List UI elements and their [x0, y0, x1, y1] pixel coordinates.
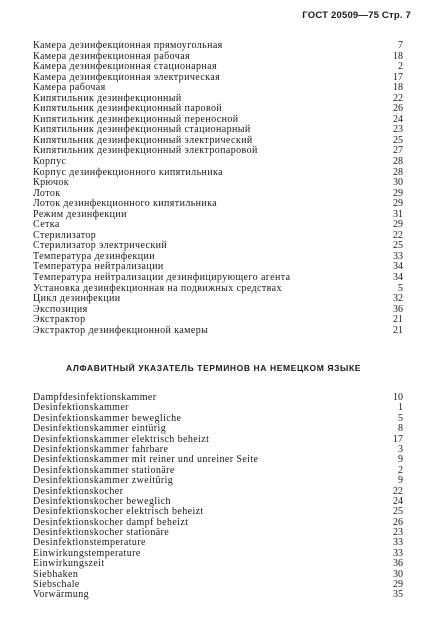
index-entry [33, 424, 403, 434]
index-entry [33, 305, 403, 316]
index-page-number: 17 [393, 71, 403, 83]
index-term: Кипятильник дезинфекционный стационарный [33, 124, 251, 136]
index-page-number: 35 [393, 589, 403, 601]
index-term: Desinfektionskocher beweglich [33, 495, 171, 507]
index-page-number: 36 [393, 558, 403, 570]
index-term: Экстрактор [33, 314, 86, 326]
index-page-number: 31 [393, 208, 403, 220]
index-page-number: 24 [393, 113, 403, 125]
index-term: Desinfektionskammer zweitürig [33, 475, 174, 487]
index-page-number: 3 [398, 443, 403, 455]
index-page-number: 33 [393, 537, 403, 549]
index-term: Камера дезинфекционная прямоугольная [33, 40, 223, 51]
index-page-number: 26 [393, 103, 403, 115]
index-term: Камера дезинфекционная рабочая [33, 50, 191, 62]
index-term: Лоток [33, 187, 61, 199]
index-term: Desinfektionskocher dampf beheizt [33, 516, 189, 528]
index-page-number: 26 [393, 516, 403, 528]
index-page-number: 29 [393, 219, 403, 231]
index-page-number: 25 [393, 506, 403, 518]
index-entry [33, 41, 403, 52]
index-term: Кипятильник дезинфекционный электропаровой [33, 145, 258, 157]
index-term: Температура нейтрализации дезинфицирующего агента [33, 272, 291, 284]
index-page-number: 2 [398, 464, 403, 476]
index-term: Desinfektionstemperature [33, 537, 146, 549]
index-term: Стерилизатор электрический [33, 240, 168, 252]
index-entry [33, 157, 403, 168]
index-page-number: 2 [398, 61, 403, 73]
index-term: Кипятильник дезинфекционный паровой [33, 103, 223, 115]
index-entry [33, 178, 403, 189]
index-page-number: 9 [398, 475, 403, 487]
index-term: Лоток дезинфекционного кипятильника [33, 198, 218, 210]
index-term: Температура дезинфекции [33, 250, 155, 262]
index-page-number: 18 [393, 82, 403, 94]
index-entry [33, 590, 403, 600]
index-page-number: 10 [393, 392, 403, 403]
index-entry [33, 168, 403, 179]
index-page-number: 5 [398, 282, 403, 294]
index-page-number: 33 [393, 250, 403, 262]
index-page-number: 18 [393, 50, 403, 62]
index-page-number: 30 [393, 177, 403, 189]
index-entry [33, 273, 403, 284]
german-terms-index [33, 393, 403, 601]
index-entry [33, 210, 403, 221]
index-page-number: 7 [398, 40, 403, 51]
index-term: Desinfektionskammer elektrisch beheizt [33, 433, 210, 445]
index-term: Установка дезинфекционная на подвижных средствах [33, 282, 282, 294]
index-page-number: 25 [393, 240, 403, 252]
index-page-number: 21 [393, 314, 403, 326]
index-page-number: 28 [393, 156, 403, 168]
index-entry [33, 146, 403, 157]
index-term: Desinfektionskammer fahrbare [33, 443, 169, 455]
index-page-number: 22 [393, 92, 403, 104]
index-page-number: 1 [398, 402, 403, 414]
index-page-number: 8 [398, 423, 403, 435]
index-page-number: 22 [393, 229, 403, 241]
index-term: Экстрактор дезинфекционной камеры [33, 324, 209, 336]
index-term: Desinfektionskocher stationäre [33, 527, 170, 539]
index-term: Камера рабочая [33, 82, 106, 94]
index-page-number: 33 [393, 547, 403, 559]
index-term: Siebhaken [33, 568, 79, 580]
index-entry [33, 559, 403, 569]
index-page-number: 27 [393, 145, 403, 157]
index-page-number: 5 [398, 412, 403, 424]
index-term: Dampfdesinfektionskammer [33, 392, 157, 403]
index-term: Desinfektionskocher elektrisch beheizt [33, 506, 204, 518]
index-page-number: 34 [393, 261, 403, 273]
index-term: Desinfektionskammer mit reiner und unreiner Seite [33, 454, 259, 466]
index-term: Камера дезинфекционная стационарная [33, 61, 217, 73]
index-term: Einwirkungszeit [33, 558, 105, 570]
index-term: Desinfektionskammer bewegliche [33, 412, 182, 424]
index-term: Кипятильник дезинфекционный переносной [33, 113, 239, 125]
index-entry [33, 294, 403, 305]
index-term: Vorwärmung [33, 589, 90, 601]
index-page-number: 32 [393, 293, 403, 305]
index-term: Siebschale [33, 579, 80, 591]
index-term: Температура нейтрализации [33, 261, 164, 273]
index-page-number: 29 [393, 198, 403, 210]
index-term: Desinfektionskammer eintürig [33, 423, 167, 435]
index-page-number: 17 [393, 433, 403, 445]
index-page-number: 25 [393, 134, 403, 146]
page-header: ГОСТ 20509—75 Стр. 7 [302, 10, 411, 21]
index-term: Desinfektionskammer stationäre [33, 464, 175, 476]
index-term: Экспозиция [33, 303, 88, 315]
index-page-number: 22 [393, 485, 403, 497]
index-page-number: 36 [393, 303, 403, 315]
russian-terms-index [33, 41, 403, 336]
index-page-number: 29 [393, 579, 403, 591]
index-term: Крючок [33, 177, 70, 189]
index-term: Камера дезинфекционная электрическая [33, 71, 221, 83]
index-entry [33, 476, 403, 486]
index-page-number: 23 [393, 124, 403, 136]
index-page-number: 21 [393, 324, 403, 336]
index-page-number: 30 [393, 568, 403, 580]
index-term: Desinfektionskammer [33, 402, 129, 414]
index-term: Режим дезинфекции [33, 208, 127, 220]
index-term: Desinfektionskocher [33, 485, 124, 497]
index-term: Einwirkungstemperature [33, 547, 141, 559]
index-page-number: 29 [393, 187, 403, 199]
index-entry [33, 326, 403, 337]
index-term: Кипятильник дезинфекционный электрический [33, 134, 253, 146]
index-entry [33, 570, 403, 580]
index-page-number: 9 [398, 454, 403, 466]
index-term: Кипятильник дезинфекционный [33, 92, 182, 104]
index-term: Стерилизатор [33, 229, 97, 241]
index-page-number: 24 [393, 495, 403, 507]
index-page-number: 28 [393, 166, 403, 178]
index-term: Корпус дезинфекционного кипятильника [33, 166, 223, 178]
index-term: Корпус [33, 156, 67, 168]
index-term: Цикл дезинфекции [33, 293, 121, 305]
index-page-number: 23 [393, 527, 403, 539]
section-title: АЛФАВИТНЫЙ УКАЗАТЕЛЬ ТЕРМИНОВ НА НЕМЕЦКОМ ЯЗЫКЕ [65, 363, 362, 373]
index-term: Сетка [33, 219, 60, 231]
index-page-number: 34 [393, 272, 403, 284]
